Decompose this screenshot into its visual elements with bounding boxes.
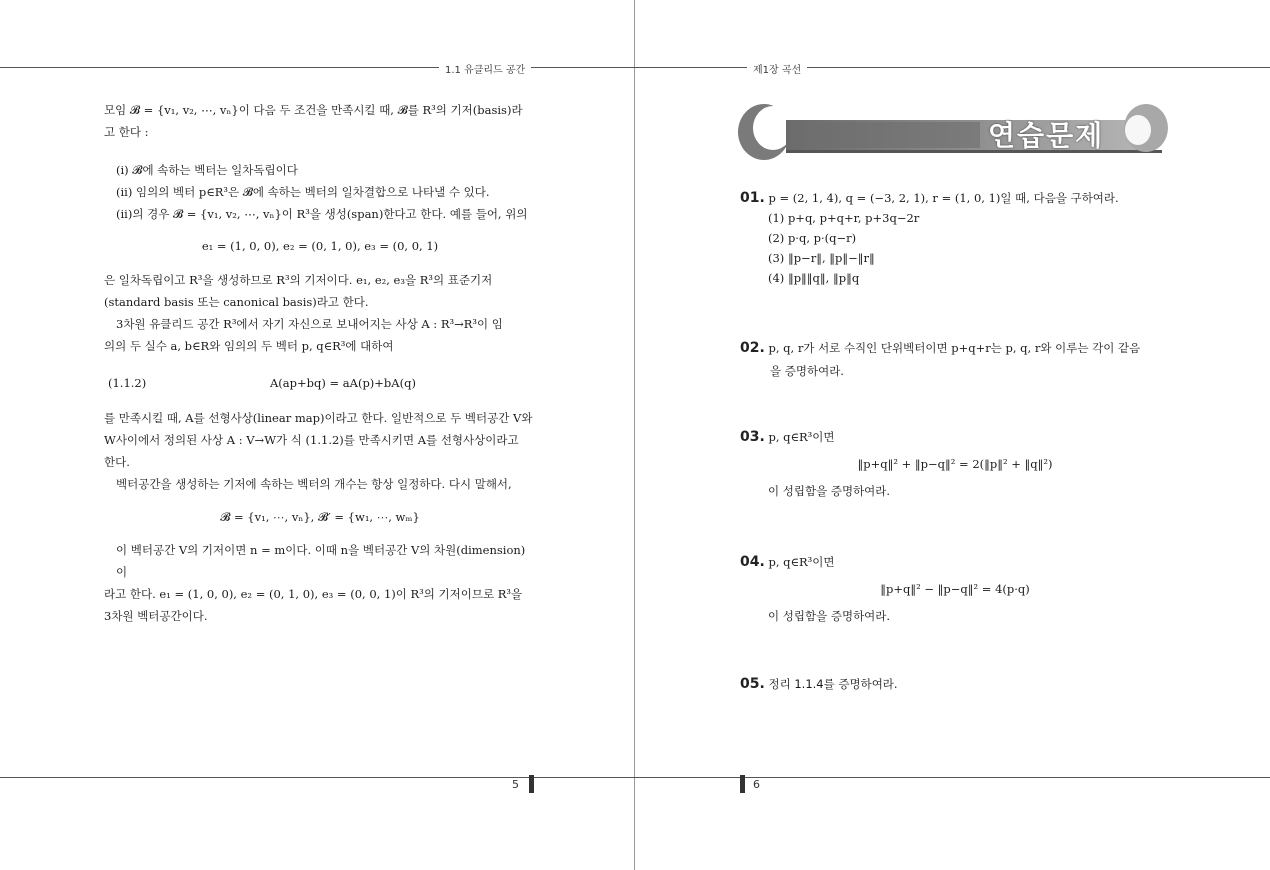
text-line: 은 일차독립이고 R³을 생성하므로 R³의 기저이다. e₁, e₂, e₃을 R³의 표준기저 — [104, 273, 493, 287]
left-page-number: 5 — [512, 778, 519, 791]
text-line: (ii)의 경우 𝓑 = {v₁, v₂, ⋯, vₙ}이 R³을 생성(span)한다고 한다. 예를 들어, 위의 — [116, 207, 528, 221]
footer-rule — [0, 777, 1270, 778]
exercise-text: 정리 1.1.4를 증명하여라. — [768, 677, 898, 691]
exercise-text-cont: 이 성립함을 증명하여라. — [768, 484, 891, 498]
equation-linear-row — [104, 372, 536, 394]
exercise-05 — [740, 674, 1170, 694]
exercise-text-cont: 이 성립함을 증명하여라. — [768, 609, 891, 623]
exercise-text: p, q, r가 서로 수직인 단위벡터이면 p+q+r는 p, q, r와 이루는 각이 같음 — [768, 341, 1141, 355]
exercise-04 — [740, 549, 1170, 630]
exercise-formula: ‖p+q‖² + ‖p−q‖² = 2(‖p‖² + ‖q‖²) — [857, 457, 1053, 471]
exercise-03 — [740, 424, 1170, 505]
exercise-number: 05. — [740, 676, 765, 692]
equation-bases: 𝓑 = {v₁, ⋯, vₙ}, 𝓑′ = {w₁, ⋯, wₘ} — [220, 510, 420, 524]
right-page-number: 6 — [753, 778, 760, 791]
right-page-marker — [740, 775, 745, 793]
text-line: 를 만족시킬 때, A를 선형사상(linear map)이라고 한다. 일반적으로 두 벡터공간 V와 — [104, 411, 533, 425]
text-line: 한다. — [104, 455, 130, 469]
text-line: 모임 𝓑 = {v₁, v₂, ⋯, vₙ}이 다음 두 조건을 만족시킬 때, 𝓑를 R³의 기저(basis)라 — [104, 103, 523, 117]
equation-basis: e₁ = (1, 0, 0), e₂ = (0, 1, 0), e₃ = (0, 0, 1) — [201, 239, 439, 253]
exercise-item: (1) p+q, p+q+r, p+3q−2r — [768, 211, 920, 225]
text-line: 3차원 유클리드 공간 R³에서 자기 자신으로 보내어지는 사상 A : R³→R³이 임 — [116, 317, 503, 331]
text-line: W사이에서 정의된 사상 A : V→W가 식 (1.1.2)를 만족시키면 A를 선형사상이라고 — [104, 433, 519, 447]
banner-graphic — [738, 100, 1170, 162]
exercise-item: (4) ‖p‖‖q‖, ‖p‖q — [768, 271, 860, 285]
left-page-body — [104, 99, 536, 627]
exercise-number: 04. — [740, 554, 765, 570]
right-running-header: 제1장 곡선 — [747, 61, 807, 76]
exercise-formula: ‖p+q‖² − ‖p−q‖² = 4(p·q) — [880, 582, 1030, 596]
text-line: 고 한다 : — [104, 125, 149, 139]
equation-linear: A(ap+bq) = aA(p)+bA(q) — [270, 376, 416, 390]
text-line: (ii) 임의의 벡터 p∈R³은 𝓑에 속하는 벡터의 일차결합으로 나타낼 수 있다. — [116, 185, 490, 199]
exercise-number: 02. — [740, 340, 765, 356]
exercise-text: p = (2, 1, 4), q = (−3, 2, 1), r = (1, 0, 1)일 때, 다음을 구하여라. — [768, 191, 1119, 205]
text-line: 벡터공간을 생성하는 기저에 속하는 벡터의 개수는 항상 일정하다. 다시 말해서, — [116, 477, 512, 491]
text-line: (standard basis 또는 canonical basis)라고 한다. — [104, 295, 369, 309]
exercise-text: p, q∈R³이면 — [768, 430, 835, 444]
text-line: 3차원 벡터공간이다. — [104, 609, 208, 623]
text-line: (i) 𝓑에 속하는 벡터는 일차독립이다 — [116, 163, 298, 177]
left-page-marker — [529, 775, 534, 793]
exercise-number: 03. — [740, 429, 765, 445]
equation-number: (1.1.2) — [108, 376, 147, 390]
exercise-banner — [738, 100, 1170, 162]
text-line: 라고 한다. e₁ = (1, 0, 0), e₂ = (0, 1, 0), e₃ = (0, 0, 1)이 R³의 기저이므로 R³을 — [104, 587, 523, 601]
exercise-01 — [740, 188, 1170, 288]
text-line: 의의 두 실수 a, b∈R와 임의의 두 벡터 p, q∈R³에 대하여 — [104, 339, 394, 353]
exercise-02 — [740, 337, 1170, 383]
left-running-header: 1.1 유클리드 공간 — [439, 61, 531, 76]
exercise-text-cont: 을 증명하여라. — [770, 364, 844, 378]
spacer — [104, 143, 536, 159]
text-line: 이 벡터공간 V의 기저이면 n = m이다. 이때 n을 벡터공간 V의 차원(dimension)이 — [116, 543, 526, 579]
page-divider — [634, 0, 635, 870]
exercise-item: (2) p·q, p·(q−r) — [768, 231, 857, 245]
exercise-text: p, q∈R³이면 — [768, 555, 835, 569]
header-rule — [0, 67, 1270, 68]
exercise-item: (3) ‖p−r‖, ‖p‖−‖r‖ — [768, 251, 875, 265]
banner-title: 연습문제 — [988, 119, 1105, 152]
exercise-number: 01. — [740, 190, 765, 206]
